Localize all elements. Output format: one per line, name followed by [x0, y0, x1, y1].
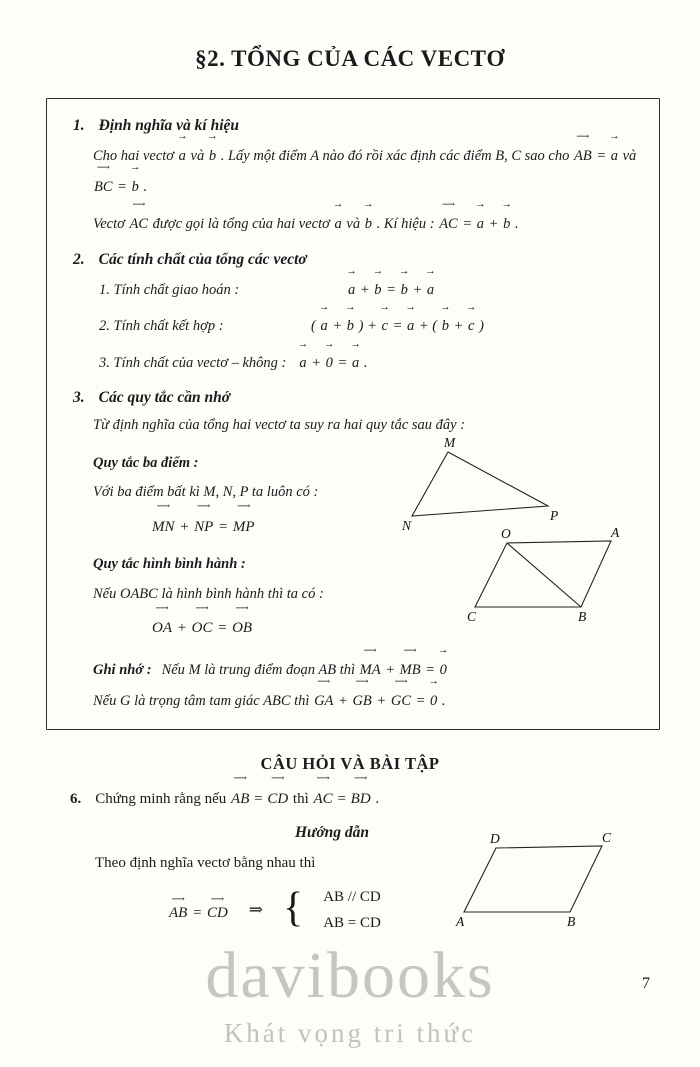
vertex-label-c: C	[467, 609, 477, 624]
exercise-parallelogram-edges	[464, 846, 602, 912]
vector-ab: ⟶ AB	[573, 141, 593, 172]
vector-b: → b	[441, 312, 450, 342]
vertex-label-n: N	[402, 517, 412, 533]
vertex-label-a: A	[456, 914, 465, 929]
case-brace: {	[283, 885, 304, 932]
rule-parallelogram	[93, 527, 639, 643]
vector-cd: ⟶ CD	[266, 784, 289, 816]
vertex-label-p: P	[550, 507, 559, 523]
vector-a: → a	[406, 312, 415, 342]
section-rules	[73, 389, 639, 718]
vector-ab: ⟶ AB	[230, 784, 250, 816]
vector-gc: ⟶ GC	[390, 686, 412, 717]
vector-ga: ⟶ GA	[313, 686, 334, 717]
rules-intro: Từ định nghĩa của tổng hai vectơ ta suy ra hai quy tắc sau đây :	[93, 416, 466, 433]
rule-three-points-line: Với ba điểm bất kì M, N, P ta luôn có :	[93, 484, 319, 501]
vector-mn: ⟶ MN	[151, 513, 176, 542]
property-label: 2. Tính chất kết hợp :	[99, 318, 224, 335]
implies-arrow: ⇒	[248, 900, 264, 920]
property-formula: → a + → b = → b + → a	[347, 282, 435, 298]
vector-ac: ⟶ AC	[438, 209, 459, 240]
rule-parallelogram-formula: ⟶ OA + ⟶ OC = ⟶ OB	[151, 614, 639, 643]
vector-0: → 0	[325, 349, 334, 379]
memo-note	[93, 655, 639, 717]
vector-c: → c	[467, 312, 475, 342]
vertex-label-b: B	[578, 609, 587, 624]
vector-oc: ⟶ OC	[191, 614, 214, 643]
parallelogram-diagram	[465, 527, 627, 623]
section-3-title: Các quy tắc cần nhớ	[98, 388, 231, 406]
property-row-zero-vector	[99, 349, 639, 379]
vector-ob: ⟶ OB	[231, 614, 253, 643]
vector-a: → a	[319, 312, 328, 342]
vector-gb: ⟶ GB	[351, 686, 372, 717]
property-label: 1. Tính chất giao hoán :	[99, 281, 240, 298]
exercises-section	[0, 754, 700, 935]
rule-three-points-formula: ⟶ MN + ⟶ NP = ⟶ MP	[151, 513, 639, 542]
case-parallel: AB // CD	[323, 888, 381, 905]
vector-c: → c	[381, 312, 389, 342]
vertex-label-b: B	[567, 914, 576, 929]
vector-equality-formula: ⟶ AB = ⟶ CD	[168, 899, 229, 922]
watermark-logo: davibooks	[205, 939, 495, 1012]
watermark-slogan: Khát vọng tri thức	[223, 1018, 477, 1048]
property-row-associative	[99, 312, 639, 342]
vector-b: → b	[131, 172, 140, 203]
vector-ac: ⟶ AC	[129, 209, 150, 240]
section-3-heading	[73, 389, 639, 407]
vector-b: → b	[373, 276, 382, 306]
property-label: 3. Tính chất của vectơ – không :	[99, 354, 287, 371]
memo-line-1-text: Nếu M là trung điểm đoạn AB thì ⟶ MA + ⟶ MB = → 0	[162, 662, 448, 678]
rule-parallelogram-title: Quy tắc hình bình hành :	[93, 556, 246, 573]
definition-paragraph-1: Cho hai vectơ → a và → b . Lấy một điểm A nào đó rồi xác định các điểm B, C sao cho ⟶ AB = → a và ⟶ BC = → b .	[93, 141, 639, 203]
vector-mb: ⟶ MB	[399, 655, 422, 686]
vector-0: → 0	[429, 686, 438, 717]
section-1-heading	[73, 117, 639, 135]
section-2-number: 2.	[73, 250, 85, 268]
case-equal-length: AB = CD	[323, 914, 381, 931]
section-1-number: 1.	[73, 117, 85, 134]
hint-title: Hướng dẫn	[295, 823, 370, 841]
section-2-title: Các tính chất của tổng các vectơ	[98, 250, 307, 268]
vector-a: → a	[334, 209, 343, 240]
problem-number: 6.	[70, 791, 82, 808]
vector-a: → a	[298, 349, 307, 379]
exercises-heading: CÂU HỎI VÀ BÀI TẬP	[260, 754, 440, 774]
memo-line-2: Nếu G là trọng tâm tam giác ABC thì ⟶ GA + ⟶ GB + ⟶ GC = → 0 .	[93, 686, 639, 717]
vector-mp: ⟶ MP	[232, 513, 256, 542]
memo-label: Ghi nhớ :	[93, 661, 152, 678]
vector-b: → b	[400, 276, 409, 306]
section-1-title: Định nghĩa và kí hiệu	[98, 117, 240, 134]
vector-ma: ⟶ MA	[359, 655, 382, 686]
theory-box	[46, 98, 660, 730]
section-properties	[73, 251, 639, 379]
vector-a: → a	[476, 209, 485, 240]
page-title: §2. TỔNG CỦA CÁC VECTƠ	[195, 46, 505, 71]
property-row-commutative	[99, 276, 639, 306]
vector-a: → a	[347, 276, 356, 306]
hint-line: Theo định nghĩa vectơ bằng nhau thì	[95, 854, 316, 871]
rule-three-points-title: Quy tắc ba điểm :	[93, 454, 199, 471]
vertex-label-c: C	[602, 832, 612, 846]
vector-bc: ⟶ BC	[93, 172, 114, 203]
problem-6	[70, 784, 660, 816]
section-definition	[73, 117, 639, 241]
case-list	[323, 886, 381, 936]
triangle-diagram	[398, 436, 568, 534]
vector-b: → b	[208, 141, 217, 172]
vector-a: → a	[610, 141, 619, 172]
vector-b: → b	[364, 209, 373, 240]
vertex-label-a: A	[611, 527, 620, 541]
vector-cd: ⟶ CD	[206, 905, 229, 922]
vector-ab: ⟶ AB	[168, 905, 188, 922]
vertex-label-o: O	[501, 527, 511, 542]
vector-oa: ⟶ OA	[151, 614, 173, 643]
vector-np: ⟶ NP	[193, 513, 214, 542]
vector-0: → 0	[439, 655, 448, 686]
vector-ac: ⟶ AC	[313, 784, 334, 816]
vector-a: → a	[426, 276, 435, 306]
section-3-number: 3.	[73, 388, 85, 406]
vector-a: → a	[351, 349, 360, 379]
parallelogram-edges	[475, 541, 611, 607]
property-formula: → a + → 0 = → a .	[298, 355, 367, 371]
vector-bd: ⟶ BD	[350, 784, 372, 816]
vector-a: → a	[178, 141, 187, 172]
vector-b: → b	[502, 209, 511, 240]
definition-paragraph-2: Vectơ ⟶ AC được gọi là tổng của hai vectơ → a và → b . Kí hiệu : ⟶ AC = → a + → b .	[93, 209, 639, 240]
exercise-parallelogram-diagram	[452, 832, 624, 928]
vertex-label-m: M	[444, 435, 456, 450]
vector-b: → b	[346, 312, 355, 342]
property-formula: ( → a + → b ) + → c = → a + ( → b + → c )	[311, 318, 484, 334]
page-number: 7	[642, 975, 650, 992]
rule-parallelogram-line: Nếu OABC là hình bình hành thì ta có :	[93, 585, 324, 602]
problem-text: Chứng minh rằng nếu ⟶ AB = ⟶ CD thì ⟶ AC = ⟶ BD .	[95, 791, 379, 807]
vertex-label-d: D	[490, 832, 500, 847]
triangle-edges	[412, 452, 548, 516]
